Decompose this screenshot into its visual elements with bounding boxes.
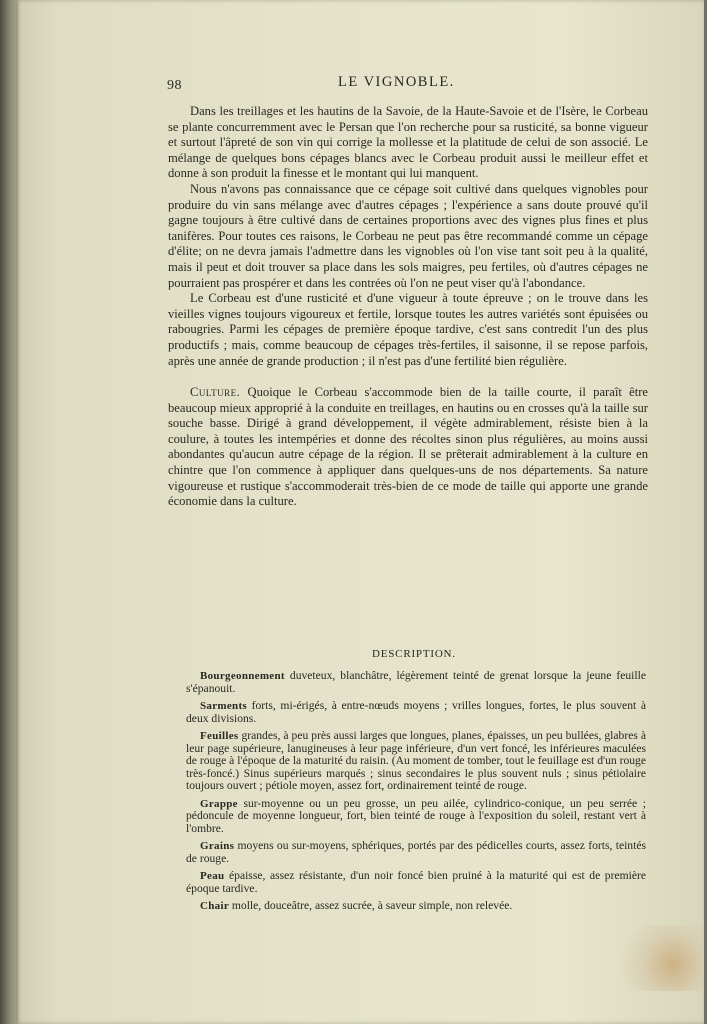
description-item <box>186 730 646 793</box>
description-text: sur-moyenne ou un peu grosse, un peu ailée, cylindrico-conique, un peu serrée ; pédoncule de moyenne longueur, fort, bien teinté de rouge à l'exposition du soleil, restant vert à l'ombre. <box>186 796 646 835</box>
description-item <box>186 900 646 913</box>
description-term: Bourgeonnement <box>200 670 285 682</box>
description-text: épaisse, assez résistante, d'un noir foncé bien pruiné à la maturité qui est de première époque tardive. <box>186 869 646 895</box>
description-item <box>186 700 646 725</box>
description-item <box>186 870 646 895</box>
body-text <box>168 104 648 510</box>
paragraph: Le Corbeau est d'une rusticité et d'une vigueur à toute épreuve ; on le trouve dans les vieilles vignes toujours vigoureux et fertile, lorsque toutes les autres variétés sont épuisées ou rabougries. Parmi les cépages de première époque tardive, c'est sans contredit l'un des plus productifs ; mais, comme beaucoup de cépages très-fertiles, il saisonne, il se repose parfois, après une année de grande production ; il n'est pas d'une fertilité bien régulière. <box>168 291 648 368</box>
description-text: grandes, à peu près aussi larges que longues, planes, épaisses, un peu bullées, glabres à leur page supérieure, lanugineuses à leur page inférieure, d'un vert foncé, les inférieures maculées de rouge à l'époque de la maturité du raisin. (Au moment de tomber, tout le feuillage est d'un rouge très-foncé.) Sinus supérieurs marqués ; sinus secondaires le plus souvent nuls ; sinus pétiolaire toujours ouvert ; pétiole moyen, assez fort, ordinairement teinté de rouge. <box>186 729 646 792</box>
culture-text: Quoique le Corbeau s'accommode bien de la taille courte, il paraît être beaucoup mieux approprié à la conduite en treillages, en hautins ou en crosses qu'à la taille sur souche basse. Dirigé à grand développement, il végète admirablement, résiste bien à la coulure, à toutes les intempéries et donne des récoltes sinon plus régulières, au moins aussi abondantes qu'aucun autre cépage de la région. Il se prêterait admirablement à la culture en chintre que l'on commence à appliquer dans quelques-uns de nos départements. Sa nature vigoureuse et rustique s'accommoderait très-bien de ce mode de taille qui apporte une grande économie dans la culture. <box>168 385 648 509</box>
description-text: duveteux, blanchâtre, légèrement teinté de grenat lorsque la jeune feuille s'épanouit. <box>186 669 646 695</box>
description-text: molle, douceâtre, assez sucrée, à saveur simple, non relevée. <box>229 899 513 912</box>
description-item <box>186 670 646 695</box>
description-term: Grains <box>200 840 235 852</box>
page-header <box>16 74 704 94</box>
page-number: 98 <box>167 78 182 93</box>
running-head: LE VIGNOBLE. <box>338 74 455 90</box>
description-text: forts, mi-érigés, à entre-nœuds moyens ; vrilles longues, fortes, le plus souvent à deux divisions. <box>186 699 646 725</box>
description-item <box>186 840 646 865</box>
description-term: Chair <box>200 900 229 912</box>
culture-paragraph <box>168 385 648 510</box>
culture-label: Culture. <box>190 385 241 400</box>
description-term: Grappe <box>200 797 238 810</box>
description-term: Sarments <box>200 700 248 712</box>
description-heading: DESCRIPTION. <box>372 648 456 660</box>
paragraph: Nous n'avons pas connaissance que ce cépage soit cultivé dans quelques vignobles pour produire du vin sans mélange avec d'autres cépages ; l'expérience a sans doute prouvé qu'il gagne toujours à être cultivé dans de certaines proportions avec des vignes plus fines et plus tanifères. Pour toutes ces raisons, le Corbeau ne peut pas être recommandé comme un cépage d'élite; on ne devra jamais l'admettre dans les vignobles où l'on vise tant soit peu à la qualité, mais il peut et doit trouver sa place dans les sols maigres, peu fertiles, où d'autres cépages ne pourraient pas prospérer et dans les contrées où l'on ne peut viser qu'à l'abondance. <box>168 181 648 290</box>
description-list <box>186 670 646 918</box>
book-page <box>16 0 704 1024</box>
description-item <box>186 798 646 836</box>
paragraph: Dans les treillages et les hautins de la Savoie, de la Haute-Savoie et de l'Isère, le Corbeau se plante concurremment avec le Persan que l'on recherche pour sa rusticité, sa bonne vigueur et surtout l'âpreté de son vin qui corrige la mollesse et la platitude de celui de son associé. Le mélange de quelques bons cépages blancs avec le Corbeau produit aussi le meilleur effet et donne à son produit la finesse et le montant qui lui manquent. <box>168 104 648 181</box>
page-stain <box>616 925 704 991</box>
description-term: Peau <box>200 870 225 882</box>
description-term: Feuilles <box>200 730 239 742</box>
description-text: moyens ou sur-moyens, sphériques, portés par des pédicelles courts, assez forts, teintés de rouge. <box>186 839 646 865</box>
page-edge <box>14 0 18 1024</box>
